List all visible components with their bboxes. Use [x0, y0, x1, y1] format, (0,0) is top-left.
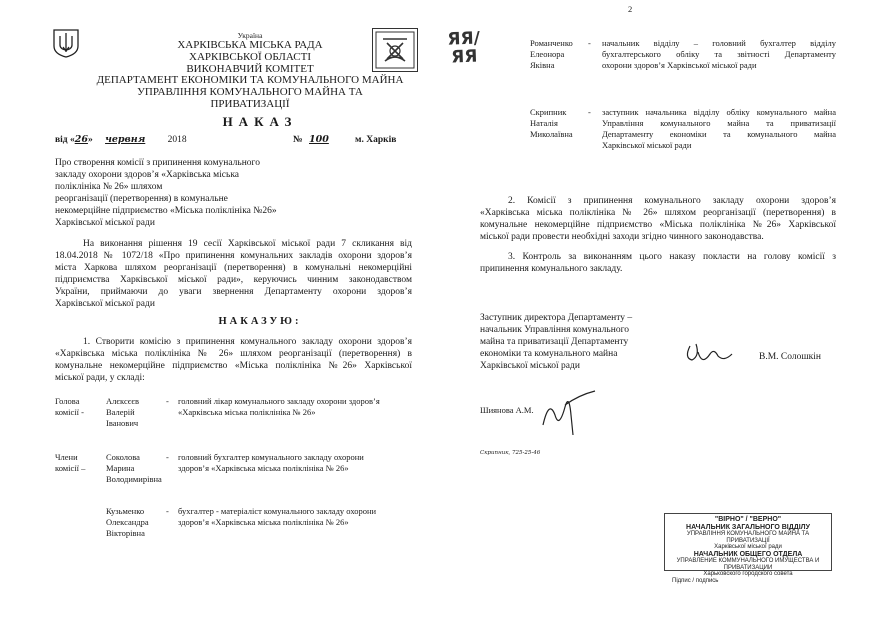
member-name: [530, 38, 590, 71]
member-surname: Кузьменко: [106, 506, 145, 516]
position-line: здоров’я «Харківська міська поліклініка № 26»: [178, 463, 349, 473]
date-day: 26: [74, 134, 88, 145]
position-line: Департаменту економіки та комунального майна: [602, 129, 836, 139]
subject-line: закладу охорони здоров’я «Харківська міська: [55, 170, 240, 180]
member-name: [530, 107, 590, 140]
council-name: ХАРКІВСЬКА МІСЬКА РАДА: [177, 39, 323, 51]
position-line: здоров’я «Харківська міська поліклініка № 26»: [178, 517, 349, 527]
member-patronymic: Володимирівна: [106, 474, 162, 484]
subject-line: поліклініка № 26» шляхом: [55, 182, 163, 192]
order-date-line: [55, 134, 415, 148]
member-patronymic: Яківна: [530, 60, 555, 70]
preamble-line: міста Харкова шляхом реорганізації (перетворення) в комунальні некомерційні: [55, 263, 412, 273]
stamp-line: УПРАВЛЕНИЕ КОММУНАЛЬНОГО ИМУЩЕСТВА И ПРИВАТИЗАЦИИ: [676, 558, 820, 571]
member-first-name: Олександра: [106, 517, 149, 527]
preamble-line: На виконання рішення 19 сесії Харківської міської ради 7 скликання від: [83, 239, 412, 249]
member-surname: Скрипник: [530, 107, 567, 117]
page-number: 2: [628, 4, 633, 14]
member-dash: -: [166, 452, 169, 462]
member-surname: Соколова: [106, 452, 140, 462]
preamble-last-line: Харківської міської ради: [55, 299, 155, 309]
subject-line: некомерційне підприємство «Міська поліклініка №26»: [55, 206, 277, 216]
order-place: м. Харків: [355, 135, 397, 145]
stamp-line: "ВІРНО" / "ВЕРНО": [714, 516, 782, 523]
position-line: Управління комунального майна та приватизації: [602, 118, 836, 128]
member-role: Голова комісії -: [55, 396, 84, 417]
signatory-line: Харківської міської ради: [480, 361, 580, 371]
item-3-line: 3. Контроль за виконанням цього наказу покласти на голову комісії з: [508, 252, 836, 262]
stamp-line: НАЧАЛЬНИК ОБЩЕГО ОТДЕЛА: [693, 550, 803, 558]
signatory-line: Заступник директора Департаменту –: [480, 313, 633, 323]
position-line: бухгалтерського обліку та звітності Департаменту: [602, 49, 836, 59]
signatory-line: начальник Управління комунального: [480, 325, 629, 335]
member-position: [178, 506, 414, 528]
signatory-line: майна та приватизації Департаменту: [480, 337, 629, 347]
date-prefix: від «: [55, 135, 75, 145]
item-1-last-line: міської ради, у складі:: [55, 373, 145, 383]
committee-name: ВИКОНАВЧИЙ КОМІТЕТ: [186, 63, 314, 75]
order-number: 100: [309, 134, 329, 145]
country-label: Україна: [237, 31, 263, 40]
stamp-line: Харьковского городского совета: [703, 571, 793, 577]
position-line: «Харківська міська поліклініка № 26»: [178, 407, 316, 417]
position-line: охорони здоров’я Харківської міської ради: [602, 60, 757, 70]
member-dash: -: [166, 506, 169, 516]
stamp-line: НАЧАЛЬНИК ЗАГАЛЬНОГО ВІДДІЛУ: [686, 523, 810, 531]
signatory-line: економіки та комунального майна: [480, 349, 618, 359]
registration-mark: ЯЯ/ ЯЯ: [447, 28, 481, 68]
preamble: [55, 238, 412, 298]
nakazuyu-heading: НАКАЗУЮ:: [218, 316, 302, 327]
member-patronymic: Іванович: [106, 418, 139, 428]
stamp-line: Підпис / подпись: [672, 577, 719, 584]
member-position: [178, 452, 414, 474]
signatory-title: [480, 312, 680, 372]
number-prefix: №: [293, 135, 303, 145]
member-first-name: Елеонора: [530, 49, 565, 59]
member-dash: -: [588, 38, 591, 48]
item-2: [480, 195, 836, 231]
member-dash: -: [166, 396, 169, 406]
member-first-name: Валерій: [106, 407, 135, 417]
certification-stamp: [664, 513, 832, 584]
date-year: 2018: [167, 135, 187, 145]
directorate-name-line2: ПРИВАТИЗАЦІЇ: [210, 98, 290, 110]
stamp-line: Харківської міської ради: [714, 544, 782, 550]
city-emblem-icon: [372, 28, 418, 72]
item-2-last-line: міської ради провести необхідні заходи згідно чинного законодавства.: [480, 232, 764, 242]
department-name: ДЕПАРТАМЕНТ ЕКОНОМІКИ ТА КОМУНАЛЬНОГО МАЙНА: [96, 74, 404, 86]
executor-contact: Скрипник, 725-25-46: [480, 450, 541, 456]
subject-line: реорганізації (перетворення) в комунальне: [55, 194, 228, 204]
item-1: [55, 336, 412, 372]
signatory-signature-icon: [680, 340, 740, 370]
member-surname: Алєксєєв: [106, 396, 140, 406]
subject-line: Харківської міської ради: [55, 218, 155, 228]
position-line: начальник відділу – головний бухгалтер відділу: [602, 38, 836, 48]
position-line: головний лікар комунального закладу охорони здоров’я: [178, 396, 380, 406]
position-line: заступник начальника відділу обліку комунального майна: [602, 107, 836, 117]
subject-line: Про створення комісії з припинення комунального: [55, 158, 260, 168]
position-line: головний бухгалтер комунального закладу охорони: [178, 452, 364, 462]
preamble-line: України, приймаючи до уваги звернення Департаменту охорони здоров’я: [55, 287, 412, 297]
date-month: червня: [105, 134, 146, 145]
member-dash: -: [588, 107, 591, 117]
preamble-line: підприємства Харківської міської ради», керуючись чинним законодавством: [55, 275, 412, 285]
item-2-line: 2. Комісії з припинення комунального закладу охорони здоров’я: [508, 196, 836, 206]
position-line: Харківської міської ради: [602, 140, 692, 150]
item-3: [480, 251, 836, 263]
directorate-name-line1: УПРАВЛІННЯ КОМУНАЛЬНОГО МАЙНА ТА: [137, 86, 363, 98]
oblast-name: ХАРКІВСЬКОЇ ОБЛАСТІ: [189, 51, 311, 63]
item-2-line: комунальне некомерційне підприємство «Міська поліклініка №26» Харківської: [480, 220, 836, 230]
item-2-line: «Харківська міська поліклініка № 26» шляхом реорганізації (перетворення) в: [480, 208, 836, 218]
position-line: бухгалтер - матеріаліст комунального закладу охорони: [178, 506, 377, 516]
signatory-name: В.М. Солошкін: [759, 352, 822, 362]
member-position: [602, 107, 836, 151]
member-first-name: Наталія: [530, 118, 558, 128]
member-surname: Романченко: [530, 38, 573, 48]
member-patronymic: Вікторівна: [106, 528, 145, 538]
approval-signature-icon: [535, 385, 605, 440]
member-position: [602, 38, 836, 71]
preamble-line: 18.04.2018 № 1072/18 «Про припинення комунальних закладів охорони здоров’я: [55, 251, 412, 261]
member-first-name: Марина: [106, 463, 135, 473]
date-sep: »: [87, 135, 93, 145]
item-1-line: «Харківська міська поліклініка № 26» шляхом реорганізації (перетворення) в: [55, 349, 412, 359]
item-1-line: 1. Створити комісію з припинення комунального закладу охорони здоров’я: [83, 337, 412, 347]
member-role: Члени комісії –: [55, 452, 86, 473]
member-position: [178, 396, 414, 418]
coat-of-arms-icon: [52, 28, 80, 58]
member-patronymic: Миколаївна: [530, 129, 573, 139]
item-3-last-line: припинення комунального закладу.: [480, 264, 623, 274]
approval-name: Шиянова А.М.: [480, 405, 534, 415]
member-name: [106, 396, 166, 429]
item-1-line: комунальне некомерційне підприємство «Міська поліклініка №26» Харківської: [55, 361, 412, 371]
order-subject: [55, 157, 305, 229]
order-title: НАКАЗ: [222, 114, 298, 129]
stamp-line: УПРАВЛІННЯ КОМУНАЛЬНОГО МАЙНА ТА ПРИВАТИЗАЦІЇ: [686, 531, 810, 544]
